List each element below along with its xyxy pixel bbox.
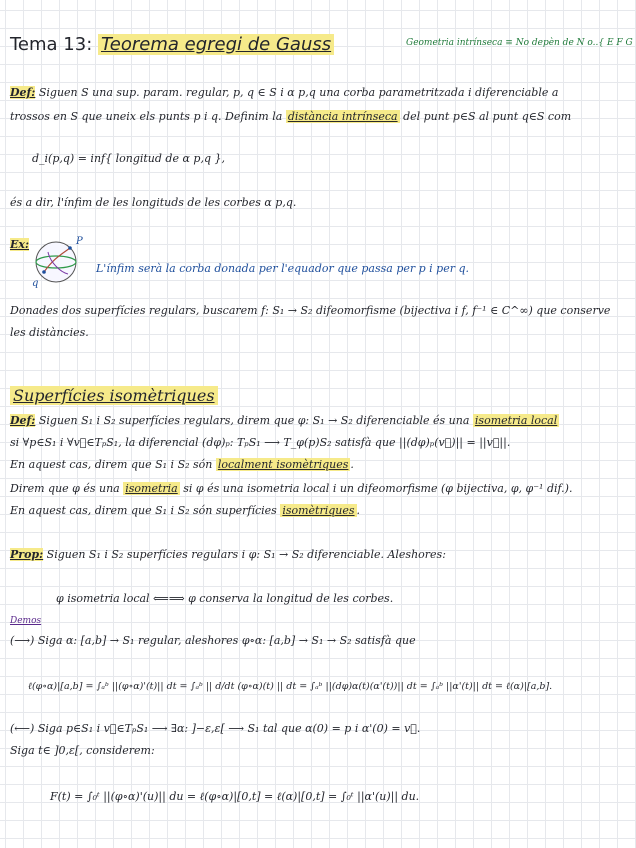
proof-backward: (⟵) Siga p∈S₁ i v⃗∈TₚS₁ ⟶ ∃α: ]−ε,ε[ ⟶ S₁ tal que α(0) = p i α'(0) = v⃗. — [10, 722, 421, 735]
def1-line1 — [10, 86, 558, 100]
example-label-text: Ex: — [10, 238, 30, 251]
def1-line3: és a dir, l'ínfim de les longituds de les corbes α p,q. — [10, 196, 297, 209]
point-p-label: P — [76, 236, 83, 247]
proof-forward-formula: ℓ(φ∘α)|[a,b] = ∫ₐᵇ ||(φ∘α)'(t)|| dt = ∫ₐᵇ || d/dt (φ∘α)(t) || dt = ∫ₐᵇ ||(dφ)α(t)(α'(t))|| dt = ∫ₐᵇ ||α'(t)|| dt = ℓ(α)|[a,b]. — [28, 681, 553, 692]
def2-text5: En aquest cas, direm que S₁ i S₂ són superfícies — [10, 504, 277, 517]
point-q-label: q — [32, 278, 39, 289]
def2-text3: En aquest cas, direm que S₁ i S₂ són — [10, 458, 213, 471]
def2-label: Def: — [10, 414, 36, 427]
title-prefix: Tema 13: — [10, 34, 93, 55]
def1-text1: Siguen S una sup. param. regular, p, q ∈ S i α p,q una corba parametritzada i diferenciable a — [38, 86, 559, 99]
def2-highlight5: isomètriques — [282, 504, 355, 517]
def1-highlight: distància intrínseca — [287, 110, 398, 123]
def1-label: Def: — [10, 86, 36, 99]
def1-line2 — [10, 110, 571, 124]
prop-line1 — [10, 548, 446, 562]
prop-label: Prop: — [10, 548, 44, 561]
def2-highlight4: isometria — [125, 482, 178, 495]
intro-line2: les distàncies. — [10, 326, 89, 339]
def2-highlight3: localment isomètriques — [217, 458, 349, 471]
prop-equivalence: φ isometria local ⟸⟹ φ conserva la longitud de les corbes. — [56, 592, 394, 605]
side-note: Geometria intrínseca ≡ No depèn de N o..{ E F G — [406, 38, 633, 48]
prop-text1: Siguen S₁ i S₂ superfícies regulars i φ: S₁ → S₂ diferenciable. Aleshores: — [46, 548, 446, 561]
section-heading — [10, 386, 218, 406]
def2-line1 — [10, 414, 559, 428]
point-p-marker — [68, 246, 72, 250]
def2-line3 — [10, 458, 354, 472]
proof-backward-formula: F(t) = ∫₀ᵗ ||(φ∘α)'(u)|| du = ℓ(φ∘α)|[0,t] = ℓ(α)|[0,t] = ∫₀ᵗ ||α'(u)|| du. — [50, 790, 420, 803]
def2-line4 — [10, 482, 572, 496]
def2-text3b: . — [350, 458, 354, 471]
section-title: Superfícies isomètriques — [10, 386, 218, 405]
def2-text5b: . — [356, 504, 361, 517]
def1-formula: d_i(p,q) = inf{ longitud de α p,q }, — [32, 152, 225, 165]
def2-line5 — [10, 504, 360, 518]
def1-text2a: trossos en S que uneix els punts p i q. Definim la — [10, 110, 283, 123]
example-text: L'ínfim serà la corba donada per l'equador que passa per p i per q. — [96, 262, 470, 275]
def2-text4b: si φ és una isometria local i un difeomorfisme (φ bijectiva, φ, φ⁻¹ dif.). — [183, 482, 573, 495]
proof-label: Demos — [10, 616, 42, 626]
proof-forward: (⟶) Siga α: [a,b] → S₁ regular, aleshores φ∘α: [a,b] → S₁ → S₂ satisfà que — [10, 634, 416, 647]
page-title — [10, 33, 334, 57]
def2-line2: si ∀p∈S₁ i ∀v⃗∈TₚS₁, la diferencial (dφ)ₚ: TₚS₁ ⟶ T_φ(p)S₂ satisfà que ||(dφ)ₚ(v⃗)|| = ||v⃗||. — [10, 436, 511, 449]
intro-line1: Donades dos superfícies regulars, buscarem f: S₁ → S₂ difeomorfisme (bijectiva i f, f⁻¹ ∈ C^∞) que conserve — [10, 304, 611, 317]
point-q-marker — [42, 270, 46, 274]
def2-highlight1: isometria local — [474, 414, 558, 427]
proof-backward2: Siga t∈ ]0,ε[, considerem: — [10, 744, 155, 757]
sphere-figure — [24, 236, 94, 290]
def2-text1: Siguen S₁ i S₂ superfícies regulars, direm que φ: S₁ → S₂ diferenciable és una — [38, 414, 470, 427]
def2-text4: Direm que φ és una — [10, 482, 120, 495]
title-main: Teorema egregi de Gauss — [98, 34, 334, 55]
def1-text2b: del punt p∈S al punt q∈S com — [403, 110, 572, 123]
